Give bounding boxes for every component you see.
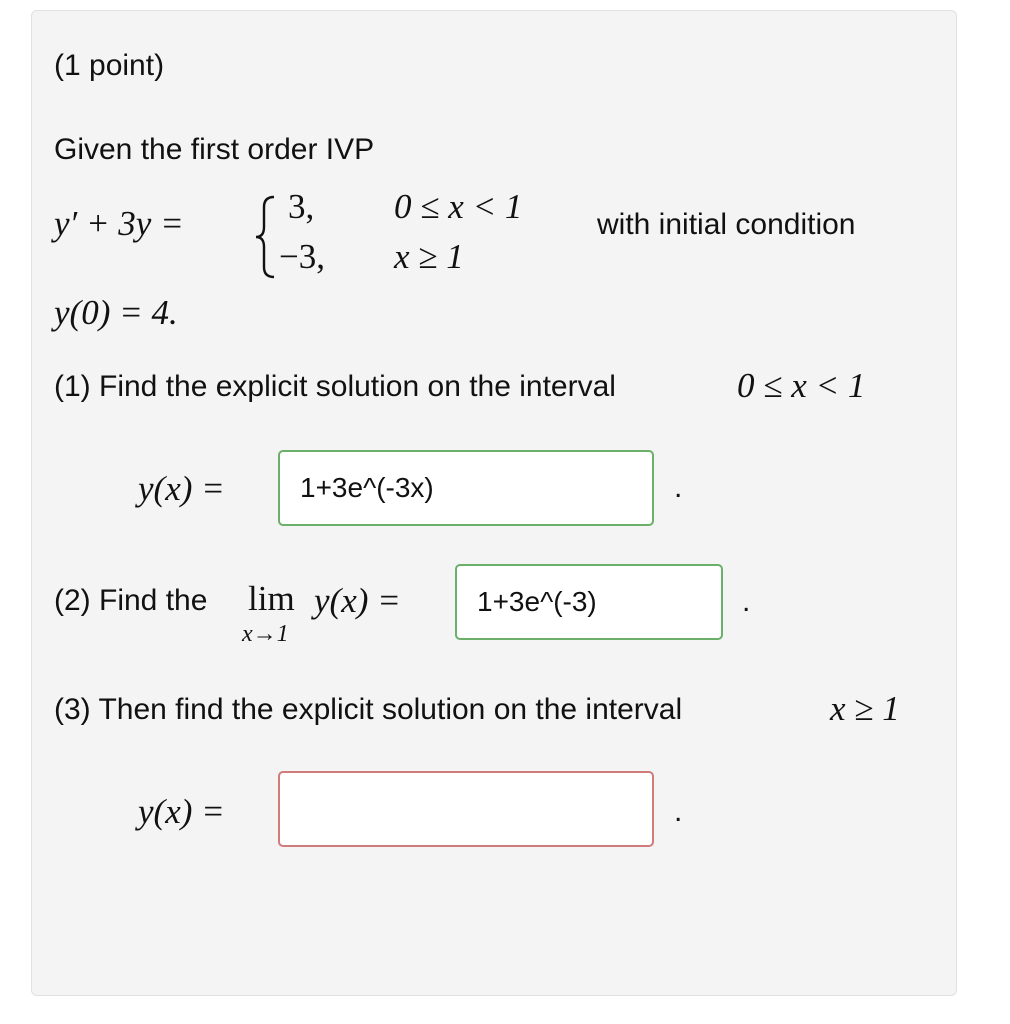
part1-interval: 0 ≤ x < 1 (737, 366, 866, 405)
case2-value: −3, (279, 237, 325, 276)
part3-period: . (674, 795, 683, 828)
points-label: (1 point) (54, 49, 165, 82)
with-initial-condition: with initial condition (597, 208, 856, 241)
part3-answer-input[interactable] (278, 771, 654, 847)
part2-expression: y(x) = (314, 581, 401, 620)
case2-condition: x ≥ 1 (394, 237, 464, 276)
part2-lim: lim (248, 579, 295, 618)
part1-text: (1) Find the explicit solution on the interval (54, 370, 616, 403)
part1-lhs: y(x) = (138, 469, 225, 508)
piecewise-brace-icon (252, 195, 278, 279)
part2-lim-subscript: x→1 (242, 621, 289, 647)
part3-lhs: y(x) = (138, 792, 225, 831)
part2-answer-input[interactable]: 1+3e^(-3) (455, 564, 723, 640)
part2-text: (2) Find the (54, 584, 208, 617)
problem-intro: Given the first order IVP (54, 133, 375, 166)
part3-text: (3) Then find the explicit solution on the interval (54, 693, 683, 726)
part1-answer-input[interactable]: 1+3e^(-3x) (278, 450, 654, 526)
part3-interval: x ≥ 1 (830, 689, 900, 728)
case1-condition: 0 ≤ x < 1 (394, 187, 523, 226)
initial-condition: y(0) = 4. (54, 293, 178, 332)
part2-period: . (742, 585, 751, 618)
equation-lhs: y′ + 3y = (54, 204, 184, 243)
case1-value: 3, (288, 187, 315, 226)
part1-period: . (674, 471, 683, 504)
problem-card (31, 10, 957, 996)
